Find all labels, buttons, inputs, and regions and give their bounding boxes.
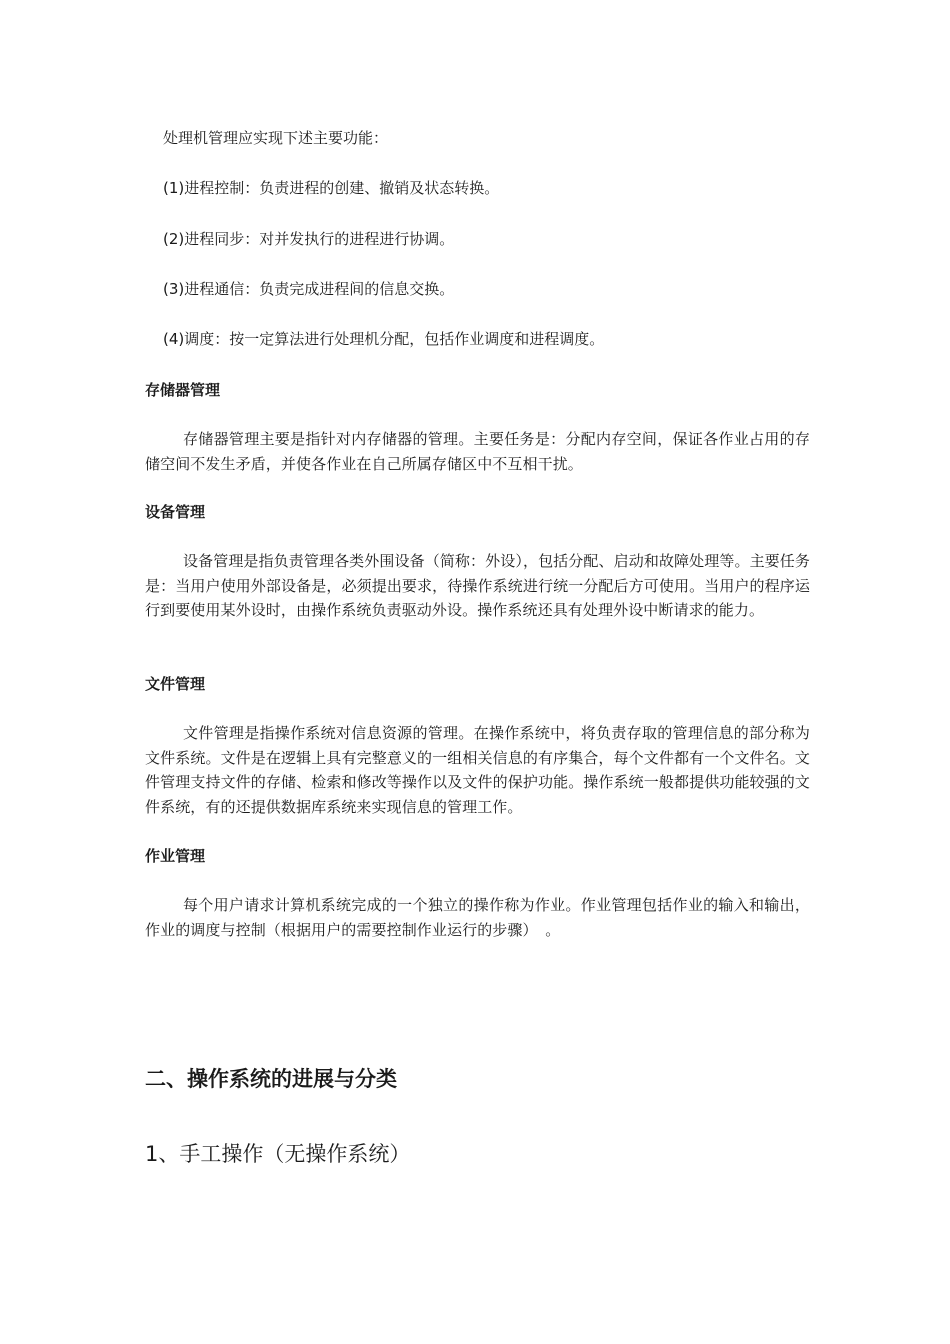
processor-item-3: (3)进程通信：负责完成进程间的信息交换。 [163, 280, 455, 298]
processor-item-4: (4)调度：按一定算法进行处理机分配，包括作业调度和进程调度。 [163, 330, 605, 348]
device-section [145, 549, 810, 623]
job-paragraph: 每个用户请求计算机系统完成的一个独立的操作称为作业。作业管理包括作业的输入和输出，作业的调度与控制（根据用户的需要控制作业运行的步骤） 。 [145, 896, 810, 939]
device-heading: 设备管理 [145, 503, 206, 521]
job-section [145, 893, 810, 942]
storage-paragraph: 存储器管理主要是指针对内存储器的管理。主要任务是：分配内存空间，保证各作业占用的存储空间不发生矛盾，并使各作业在自己所属存储区中不互相干扰。 [145, 430, 810, 473]
processor-item-2: (2)进程同步：对并发执行的进程进行协调。 [163, 230, 455, 248]
storage-section [145, 427, 810, 476]
job-heading: 作业管理 [145, 847, 206, 865]
section2-heading: 二、操作系统的进展与分类 [145, 1067, 397, 1091]
file-paragraph: 文件管理是指操作系统对信息资源的管理。在操作系统中，将负责存取的管理信息的部分称为文件系统。文件是在逻辑上具有完整意义的一组相关信息的有序集合，每个文件都有一个文件名。文件管理支持文件的存储、检索和修改等操作以及文件的保护功能。操作系统一般都提供功能较强的文件系统，有的还提供数据库系统来实现信息的管理工作。 [145, 724, 810, 816]
file-section [145, 721, 810, 819]
processor-intro: 处理机管理应实现下述主要功能： [163, 129, 389, 147]
storage-heading: 存储器管理 [145, 381, 221, 399]
device-paragraph: 设备管理是指负责管理各类外围设备（简称：外设），包括分配、启动和故障处理等。主要任务是：当用户使用外部设备是，必须提出要求，待操作系统进行统一分配后方可使用。当用户的程序运行到要使用某外设时，由操作系统负责驱动外设。操作系统还具有处理外设中断请求的能力。 [145, 552, 810, 619]
section2-subheading: 1、手工操作（无操作系统） [145, 1142, 411, 1166]
file-heading: 文件管理 [145, 675, 206, 693]
processor-item-1: (1)进程控制：负责进程的创建、撤销及状态转换。 [163, 179, 500, 197]
